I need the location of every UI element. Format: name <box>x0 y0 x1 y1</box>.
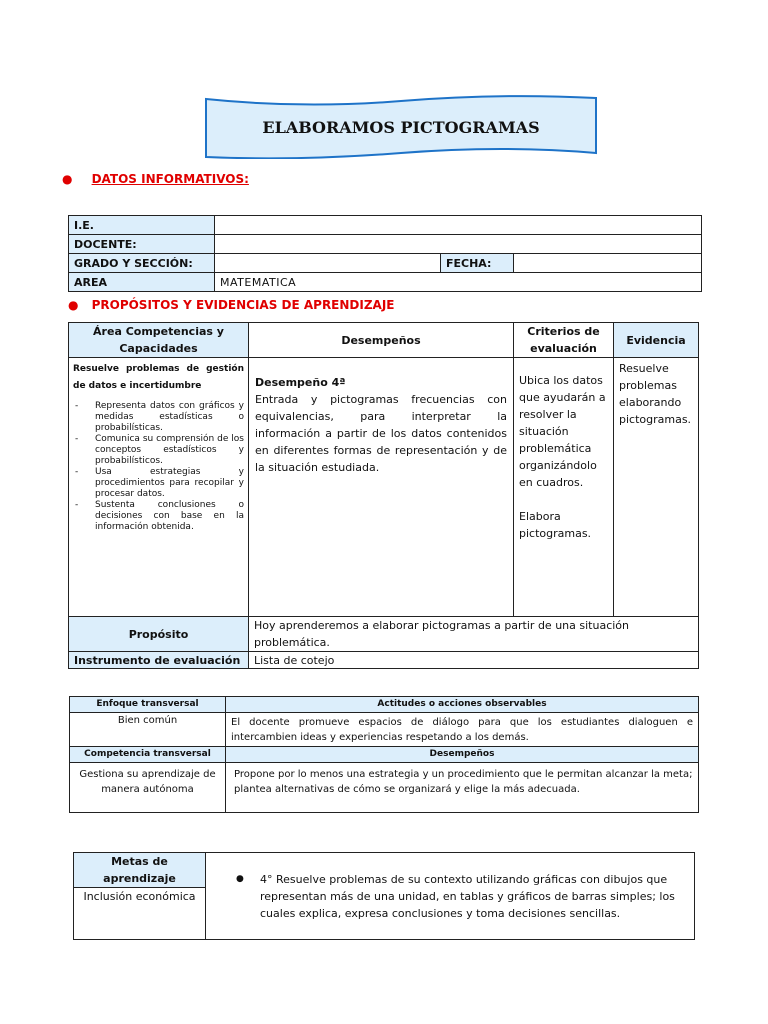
ie-label: I.E. <box>69 216 215 235</box>
desempenos-value: Propone por lo menos una estrategia y un procedimiento que le permitan alcanzar la meta; plantea alternativas de cómo se organizará y elige la más adecuada. <box>226 763 699 813</box>
capacities-list <box>73 401 244 533</box>
evidencia-cell: Resuelve problemas elaborando pictogramas. <box>614 358 699 617</box>
desempeno-title: Desempeño 4ª <box>255 376 346 389</box>
instrumento-label: Instrumento de evaluación <box>69 652 249 669</box>
table-row <box>70 763 699 813</box>
section-heading-text: DATOS INFORMATIVOS: <box>91 172 249 186</box>
docente-label: DOCENTE: <box>69 235 215 254</box>
fecha-label: FECHA: <box>441 254 514 273</box>
list-item: - Usa estrategias y procedimientos para recopilar y procesar datos. <box>73 467 244 500</box>
criterio-1: Ubica los datos que ayudarán a resolver la situación problemática organizándolo en cuadros. <box>519 374 606 489</box>
criterios-cell <box>514 358 614 617</box>
section-propositos-heading <box>68 294 395 313</box>
desempenos-header: Desempeños <box>226 747 699 763</box>
bullet-icon: ● <box>68 298 79 312</box>
table-row <box>69 358 699 617</box>
desempeno-text: Entrada y pictogramas frecuencias con equivalencias, para interpretar la información a partir de los datos contenidos en diferentes formas de representación y de la situación estudiada. <box>255 393 507 474</box>
docente-value <box>215 235 702 254</box>
table-row <box>69 235 702 254</box>
proposito-text: Hoy aprenderemos a elaborar pictogramas a partir de una situación problemática. <box>249 617 699 652</box>
area-label: AREA <box>69 273 215 292</box>
col-evidencia-header: Evidencia <box>614 323 699 358</box>
table-row <box>70 697 699 713</box>
table-row <box>74 853 695 888</box>
table-row <box>69 273 702 292</box>
table-row <box>69 254 702 273</box>
table-row <box>69 323 699 358</box>
enfoque-header: Enfoque transversal <box>70 697 226 713</box>
page-title: ELABORAMOS PICTOGRAMAS <box>262 117 540 137</box>
table-row <box>69 216 702 235</box>
competence-cell <box>69 358 249 617</box>
competencia-header: Competencia transversal <box>70 747 226 763</box>
fecha-value <box>514 254 702 273</box>
col-area-header: Área Competencias y Capacidades <box>69 323 249 358</box>
metas-sublabel: Inclusión económica <box>74 888 206 940</box>
table-row <box>70 747 699 763</box>
bullet-icon: ● <box>236 874 244 884</box>
info-table <box>68 215 702 292</box>
metas-label: Metas de aprendizaje <box>74 853 206 888</box>
actitudes-value: El docente promueve espacios de diálogo para que los estudiantes dialoguen e intercambien ideas y experiencias respetando a los demás. <box>226 713 699 747</box>
metas-table <box>73 852 695 940</box>
transversal-table <box>69 696 699 813</box>
criterio-2: Elabora pictogramas. <box>519 510 592 540</box>
col-desempenos-header: Desempeños <box>249 323 514 358</box>
section-datos-heading <box>62 168 249 187</box>
metas-text-cell <box>206 853 695 940</box>
list-item: - Sustenta conclusiones o decisiones con base en la información obtenida. <box>73 500 244 533</box>
proposito-label: Propósito <box>69 617 249 652</box>
list-item: - Representa datos con gráficos y medidas estadísticas o probabilísticas. <box>73 401 244 434</box>
desempeno-cell <box>249 358 514 617</box>
metas-text: 4° Resuelve problemas de su contexto utilizando gráficas con dibujos que representan más de una unidad, en tablas y gráficos de barras simples; los cuales explica, expresa conclusiones y toma decisiones sencillas. <box>260 873 675 920</box>
col-criterios-header: Criterios de evaluación <box>514 323 614 358</box>
list-item: - Comunica su comprensión de los conceptos estadísticos y probabilísticos. <box>73 434 244 467</box>
table-row <box>69 617 699 652</box>
instrumento-text: Lista de cotejo <box>249 652 699 669</box>
ie-value <box>215 216 702 235</box>
grado-label: GRADO Y SECCIÓN: <box>69 254 215 273</box>
competencia-value: Gestiona su aprendizaje de manera autónoma <box>70 763 226 813</box>
table-row <box>70 713 699 747</box>
grado-value <box>215 254 441 273</box>
purposes-table <box>68 322 699 669</box>
area-value: MATEMATICA <box>215 273 702 292</box>
competence-title: Resuelve problemas de gestión de datos e incertidumbre <box>73 364 244 391</box>
bullet-icon: ● <box>62 172 73 186</box>
enfoque-value: Bien común <box>70 713 226 747</box>
actitudes-header: Actitudes o acciones observables <box>226 697 699 713</box>
section-heading-text: PROPÓSITOS Y EVIDENCIAS DE APRENDIZAJE <box>91 298 395 312</box>
title-banner <box>203 95 599 159</box>
table-row <box>69 652 699 669</box>
